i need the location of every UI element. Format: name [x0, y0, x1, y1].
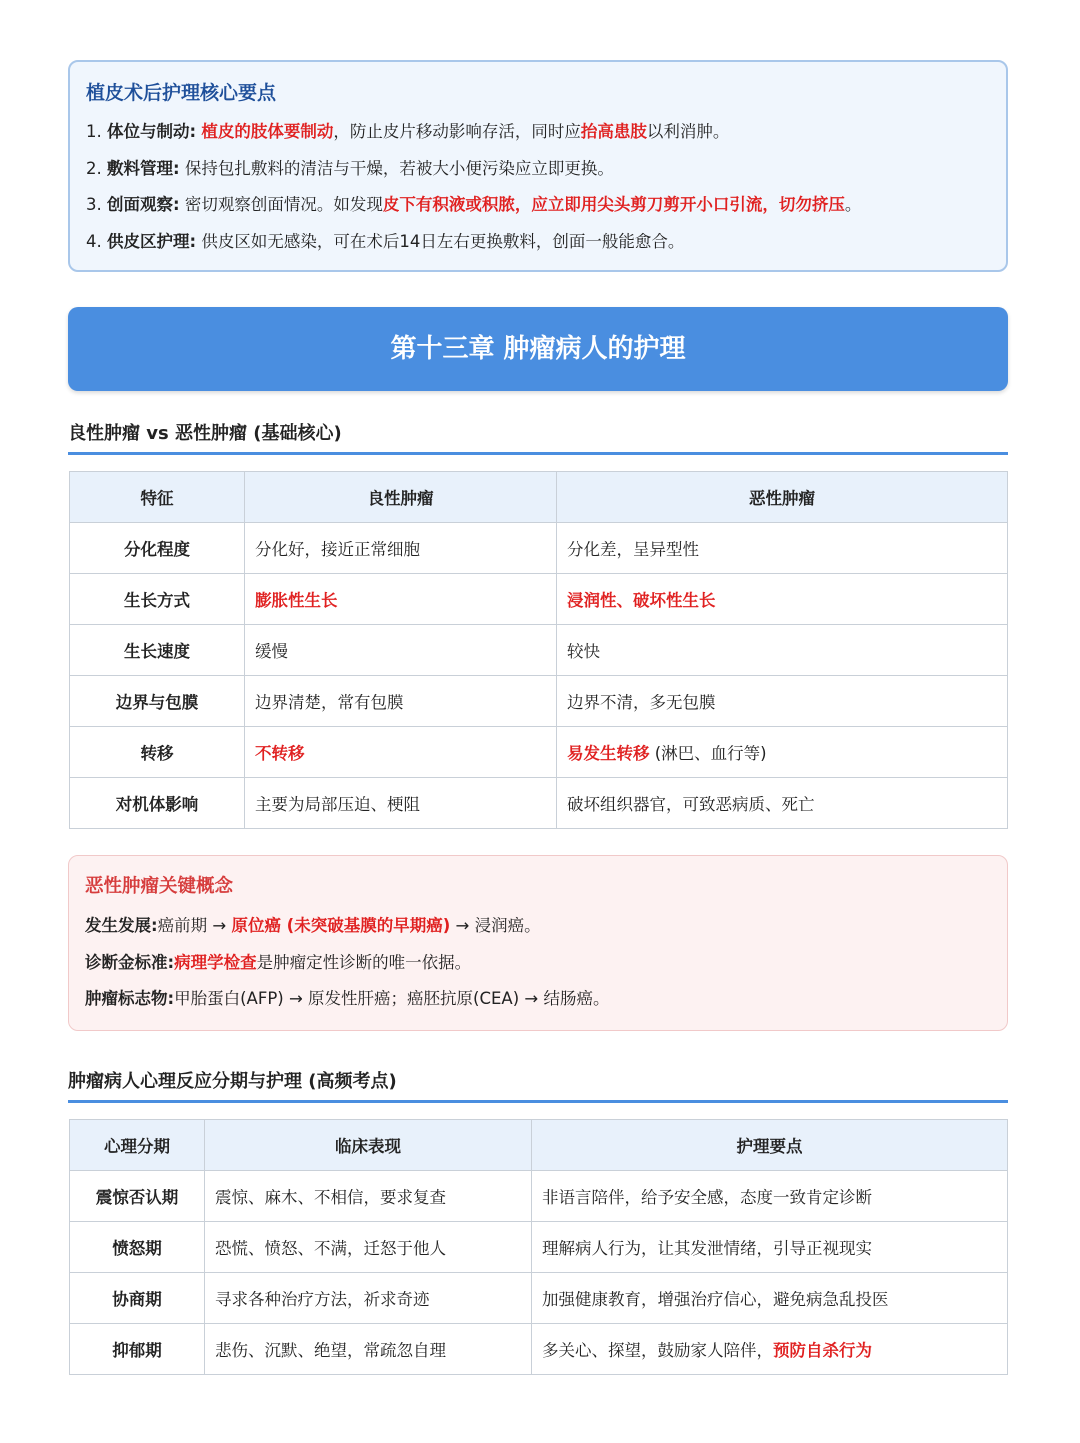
stage-cell: 协商期 — [70, 1273, 205, 1324]
stage-cell: 抑郁期 — [70, 1324, 205, 1375]
stage-cell: 震惊否认期 — [70, 1171, 205, 1222]
table-row — [70, 1222, 1008, 1273]
postop-item-3: 3. 创面观察: 密切观察创面情况。如发现皮下有积液或积脓，应立即用尖头剪刀剪开小口引流，切勿挤压。 — [86, 195, 862, 214]
benign-cell: 膨胀性生长 — [245, 574, 557, 625]
postop-care-title: 植皮术后护理核心要点 — [86, 82, 277, 104]
concept-gold-standard: 诊断金标准:病理学检查是肿瘤定性诊断的唯一依据。 — [85, 952, 472, 972]
feature-cell: 生长速度 — [70, 625, 245, 676]
postop-item-label: 体位与制动: — [107, 122, 197, 141]
table-row — [70, 676, 1008, 727]
malignant-cell: 边界不清，多无包膜 — [557, 676, 1008, 727]
concepts-title: 恶性肿瘤关键概念 — [85, 876, 234, 897]
feature-cell: 生长方式 — [70, 574, 245, 625]
malignant-cell: 较快 — [557, 625, 1008, 676]
column-header: 心理分期 — [70, 1120, 205, 1171]
postop-item-label: 创面观察: — [107, 195, 180, 214]
table-row — [70, 625, 1008, 676]
symptoms-cell: 恐慌、愤怒、不满，迁怒于他人 — [205, 1222, 532, 1273]
section-heading-psychology: 肿瘤病人心理反应分期与护理 (高频考点) — [68, 1068, 1008, 1103]
feature-cell: 边界与包膜 — [70, 676, 245, 727]
benign-cell: 不转移 — [245, 727, 557, 778]
table-row — [70, 1171, 1008, 1222]
table-row — [70, 1324, 1008, 1375]
postop-care-box — [68, 60, 1008, 272]
malignant-cell: 分化差，呈异型性 — [557, 523, 1008, 574]
concept-development: 发生发展:癌前期 → 原位癌 (未突破基膜的早期癌) → 浸润癌。 — [85, 916, 541, 935]
postop-item-2: 2. 敷料管理: 保持包扎敷料的清洁与干燥，若被大小便污染应立即更换。 — [86, 158, 614, 178]
feature-cell: 对机体影响 — [70, 778, 245, 829]
benign-cell: 主要为局部压迫、梗阻 — [245, 778, 557, 829]
symptoms-cell: 寻求各种治疗方法，祈求奇迹 — [205, 1273, 532, 1324]
benign-cell: 边界清楚，常有包膜 — [245, 676, 557, 727]
stage-cell: 愤怒期 — [70, 1222, 205, 1273]
malignant-cell: 破坏组织器官，可致恶病质、死亡 — [557, 778, 1008, 829]
chapter-banner: 第十三章 肿瘤病人的护理 — [68, 307, 1008, 391]
benign-malignant-table — [69, 471, 1008, 829]
benign-cell: 分化好，接近正常细胞 — [245, 523, 557, 574]
table-row — [70, 574, 1008, 625]
postop-item-1: 1. 体位与制动: 植皮的肢体要制动，防止皮片移动影响存活，同时应抬高患肢以利消肿。 — [86, 122, 730, 141]
symptoms-cell: 悲伤、沉默、绝望，常疏忽自理 — [205, 1324, 532, 1375]
table-row — [70, 523, 1008, 574]
postop-item-4: 4. 供皮区护理: 供皮区如无感染，可在术后14日左右更换敷料，创面一般能愈合。 — [86, 231, 685, 251]
table-header-row — [70, 472, 1008, 523]
table-header-row — [70, 1120, 1008, 1171]
column-header: 护理要点 — [532, 1120, 1008, 1171]
malignant-cell: 易发生转移 (淋巴、血行等) — [557, 727, 1008, 778]
column-header: 临床表现 — [205, 1120, 532, 1171]
benign-cell: 缓慢 — [245, 625, 557, 676]
table-row — [70, 727, 1008, 778]
column-header: 恶性肿瘤 — [557, 472, 1008, 523]
care-cell: 多关心、探望，鼓励家人陪伴，预防自杀行为 — [532, 1324, 1008, 1375]
malignant-cell: 浸润性、破坏性生长 — [557, 574, 1008, 625]
psychology-table — [69, 1119, 1008, 1375]
care-cell: 理解病人行为，让其发泄情绪，引导正视现实 — [532, 1222, 1008, 1273]
section-heading-benign-vs-malignant: 良性肿瘤 vs 恶性肿瘤 (基础核心) — [68, 420, 1008, 455]
care-cell: 加强健康教育，增强治疗信心，避免病急乱投医 — [532, 1273, 1008, 1324]
care-cell: 非语言陪伴，给予安全感，态度一致肯定诊断 — [532, 1171, 1008, 1222]
postop-item-label: 供皮区护理: — [107, 231, 197, 251]
symptoms-cell: 震惊、麻木、不相信，要求复查 — [205, 1171, 532, 1222]
malignant-concepts-box — [68, 855, 1008, 1031]
feature-cell: 转移 — [70, 727, 245, 778]
concept-tumor-markers: 肿瘤标志物:甲胎蛋白(AFP) → 原发性肝癌；癌胚抗原(CEA) → 结肠癌。 — [85, 989, 610, 1008]
postop-item-label: 敷料管理: — [107, 158, 180, 178]
column-header: 特征 — [70, 472, 245, 523]
table-row — [70, 1273, 1008, 1324]
table-row — [70, 778, 1008, 829]
column-header: 良性肿瘤 — [245, 472, 557, 523]
feature-cell: 分化程度 — [70, 523, 245, 574]
